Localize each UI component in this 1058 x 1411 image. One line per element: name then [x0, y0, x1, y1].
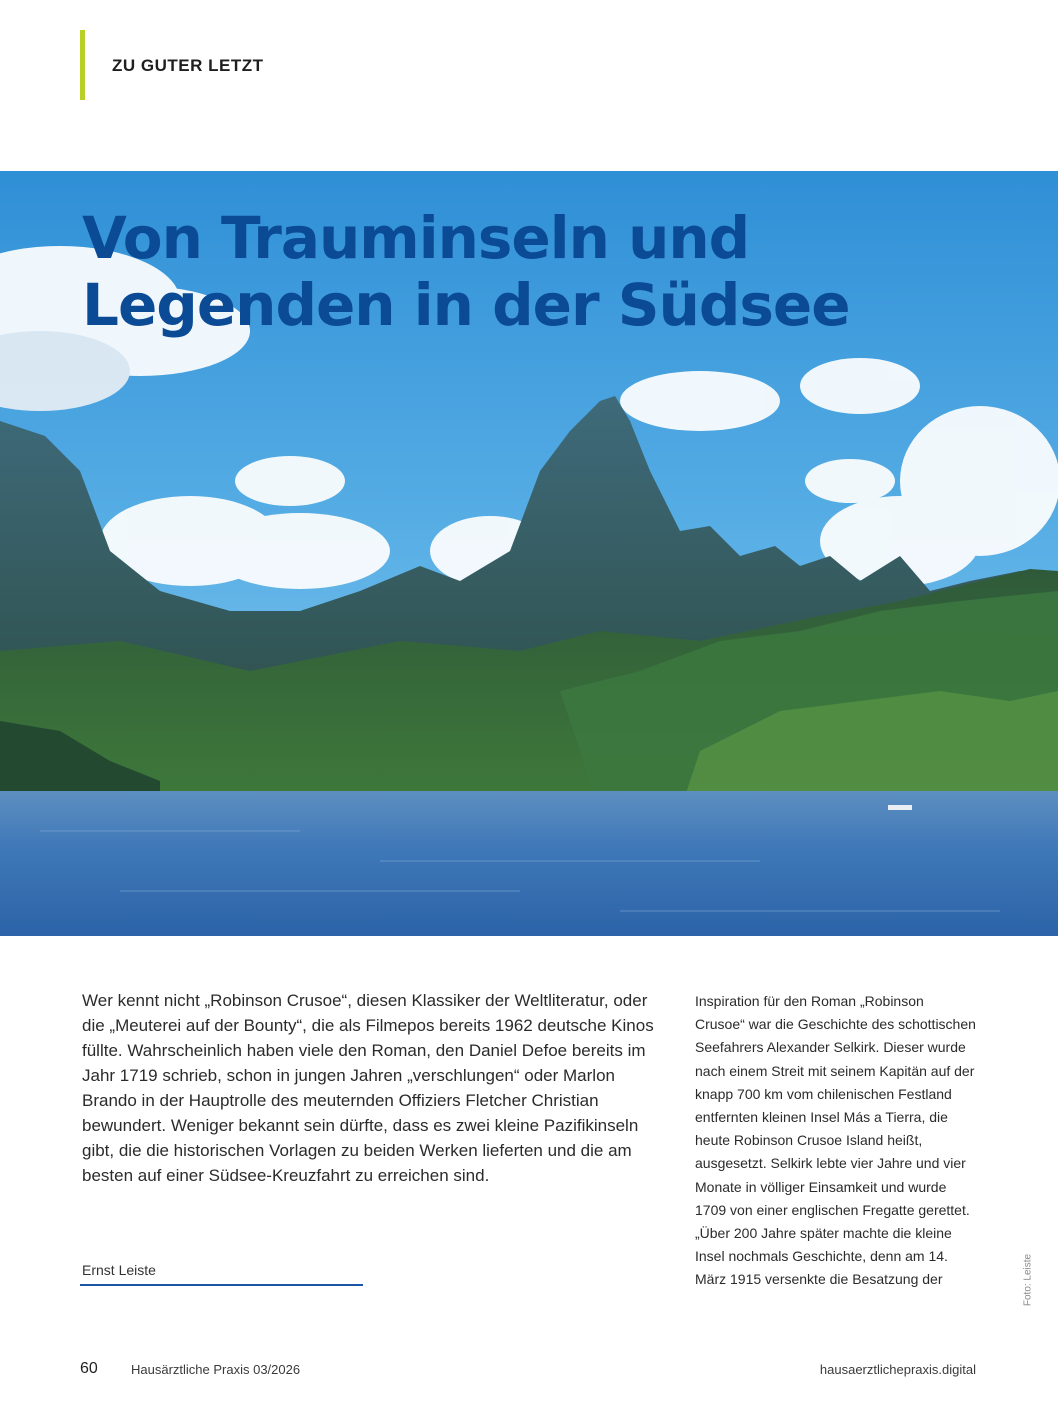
body-paragraph-2: „Über 200 Jahre später machte die kleine Insel nochmals Geschichte, denn am 14. März 1915 versenkte die Besatzung der: [695, 1225, 952, 1288]
body-paragraph-1: Inspiration für den Roman „Robinson Crusoe“ war die Geschichte des schottischen Seefahrers Alexander Selkirk. Dieser wurde nach einem Streit mit seinem Kapitän auf der knapp 700 km vom chilenischen Festland entfernten kleinen Insel Más a Tierra, die heute Robinson Crusoe Island heißt, ausgesetzt. Selkirk lebte vier Jahre und vier Monate in völliger Einsamkeit und wurde 1709 von einer englischen Fregatte gerettet.: [695, 993, 976, 1218]
website-link[interactable]: hausaerztlichepraxis.digital: [819, 1362, 976, 1377]
photo-credit: Foto: Leiste: [1022, 1253, 1034, 1307]
section-label: ZU GUTER LETZT: [112, 56, 264, 75]
intro-paragraph: Wer kennt nicht „Robinson Crusoe“, diesen Klassiker der Weltliteratur, oder die „Meuterei auf der Bounty“, die als Filmepos bereits 1962 deutsche Kinos füllte. Wahrscheinlich haben viele den Roman, den Daniel Defoe bereits im Jahr 1719 schrieb, schon in jungen Jahren „verschlungen“ oder Marlon Brando in der Hauptrolle des meuternden Offiziers Fletcher Christian bewundert. Weniger bekannt sein dürfte, dass es zwei kleine Pazifikinseln gibt, die die historischen Vorlagen zu beiden Werken lieferten und die am besten auf einer Südsee-Kreuzfahrt zu erreichen sind.: [82, 991, 654, 1185]
author-rule: [80, 1284, 363, 1286]
headline: [82, 205, 982, 339]
author-name: Ernst Leiste: [82, 1262, 156, 1278]
page-number: 60: [80, 1360, 98, 1377]
headline-line-1: Von Trauminseln und: [82, 204, 750, 272]
headline-line-2: Legenden in der Südsee: [82, 271, 850, 339]
magazine-issue: Hausärztliche Praxis 03/2026: [131, 1362, 301, 1377]
body-column: [695, 990, 977, 1292]
section-accent-bar: [80, 30, 85, 100]
